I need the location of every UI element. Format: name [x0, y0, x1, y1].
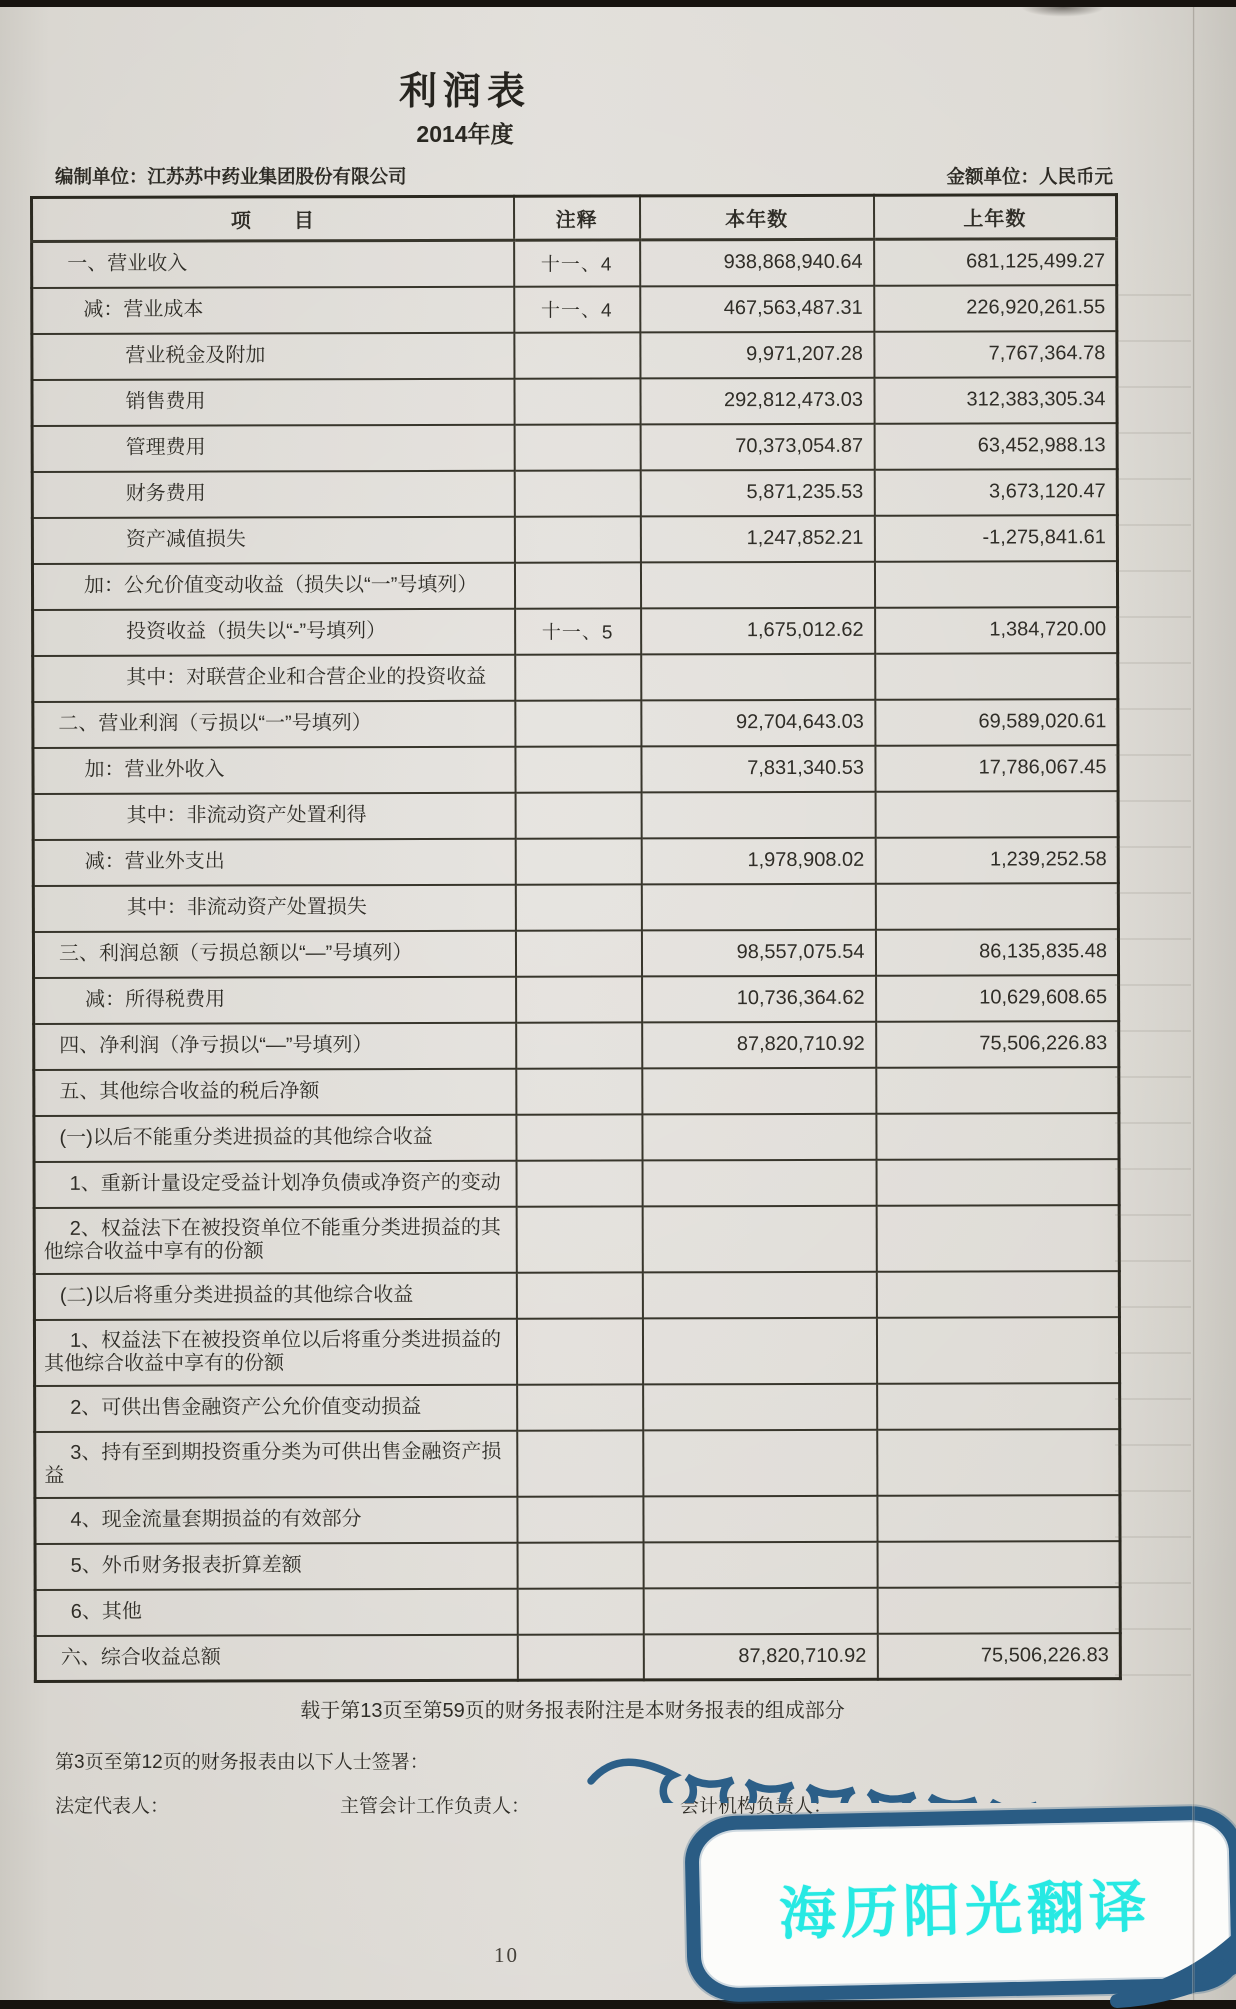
note-cell: 十一、5	[515, 608, 641, 654]
item-cell: 加：营业外收入	[33, 746, 515, 793]
item-cell: 减：营业成本	[32, 286, 514, 333]
current-year-cell	[643, 1587, 877, 1634]
current-year-cell: 10,736,364.62	[642, 975, 876, 1022]
current-year-cell: 938,868,940.64	[640, 239, 874, 286]
currency-unit	[946, 163, 1113, 189]
table-row	[33, 883, 1118, 932]
note-cell	[516, 1160, 642, 1206]
currency-label: 金额单位：	[946, 166, 1039, 187]
current-year-cell	[642, 1205, 876, 1272]
note-cell	[515, 930, 641, 976]
note-cell	[515, 838, 641, 884]
item-cell: 其中：非流动资产处置利得	[33, 792, 515, 839]
prior-year-cell	[877, 1495, 1120, 1542]
note-cell	[516, 976, 642, 1022]
prior-year-cell	[876, 1205, 1119, 1272]
note-cell	[516, 1272, 642, 1318]
table-row	[33, 745, 1118, 794]
item-cell: (二)以后将重分类进损益的其他综合收益	[34, 1272, 516, 1319]
prior-year-cell	[874, 561, 1117, 608]
item-cell: 其中：对联营企业和合营企业的投资收益	[33, 654, 515, 701]
table-row	[32, 331, 1117, 380]
table-row	[35, 1383, 1120, 1432]
prior-year-cell	[876, 1159, 1119, 1206]
note-cell	[517, 1634, 643, 1680]
current-year-cell: 1,247,852.21	[640, 515, 874, 562]
paper-crease	[1192, 7, 1195, 2000]
note-cell	[517, 1430, 643, 1496]
legal-representative-label: 法定代表人：	[55, 1796, 170, 1817]
prior-year-cell	[877, 1383, 1120, 1430]
item-cell: 1、权益法下在被投资单位以后将重分类进损益的其他综合收益中享有的份额	[34, 1318, 516, 1385]
header-note: 注释	[514, 196, 640, 240]
note-cell	[514, 332, 640, 378]
note-cell	[516, 1022, 642, 1068]
note-cell	[515, 884, 641, 930]
watermark-bubble-tail-icon	[1055, 1929, 1236, 2009]
note-cell	[515, 700, 641, 746]
table-row	[34, 1271, 1119, 1320]
item-cell: 销售费用	[32, 378, 514, 425]
current-year-cell	[641, 653, 875, 700]
prior-year-cell: 7,767,364.78	[874, 331, 1117, 378]
item-cell: 资产减值损失	[32, 516, 514, 563]
chief-accountant-label: 主管会计工作负责人：	[340, 1796, 531, 1817]
item-cell: 6、其他	[35, 1588, 517, 1635]
current-year-cell	[643, 1429, 877, 1496]
prior-year-cell: 226,920,261.55	[874, 285, 1117, 332]
current-year-cell: 7,831,340.53	[641, 745, 875, 792]
table-row	[33, 837, 1118, 886]
current-year-cell	[642, 1271, 876, 1318]
item-cell: 六、综合收益总额	[35, 1634, 517, 1681]
item-cell: (一)以后不能重分类进损益的其他综合收益	[34, 1114, 516, 1161]
item-cell: 5、外币财务报表折算差额	[35, 1542, 517, 1589]
table-row	[32, 285, 1117, 334]
current-year-cell: 5,871,235.53	[640, 469, 874, 516]
prior-year-cell: 69,589,020.61	[875, 699, 1118, 746]
prepared-by	[30, 163, 407, 189]
note-cell	[514, 562, 640, 608]
current-year-cell	[641, 791, 875, 838]
prior-year-cell	[877, 1541, 1120, 1588]
table-row	[34, 1159, 1119, 1208]
prior-year-cell: -1,275,841.61	[874, 515, 1117, 562]
note-cell	[514, 424, 640, 470]
table-row	[32, 561, 1117, 610]
prior-year-cell: 312,383,305.34	[874, 377, 1117, 424]
item-cell: 管理费用	[32, 424, 514, 471]
item-cell: 投资收益（损失以“-”号填列）	[33, 608, 515, 655]
current-year-cell	[642, 1067, 876, 1114]
note-cell	[514, 378, 640, 424]
signature-intro-line: 第3页至第12页的财务报表由以下人士签署：	[55, 1752, 429, 1773]
current-year-cell	[640, 561, 874, 608]
item-cell: 三、利润总额（亏损总额以“—”号填列）	[33, 930, 515, 977]
prior-year-cell: 75,506,226.83	[876, 1021, 1119, 1068]
prior-year-cell: 681,125,499.27	[874, 239, 1117, 286]
prior-year-cell: 3,673,120.47	[874, 469, 1117, 516]
item-cell: 加：公允价值变动收益（损失以“一”号填列）	[32, 562, 514, 609]
current-year-cell: 9,971,207.28	[640, 331, 874, 378]
prior-year-cell	[876, 1113, 1119, 1160]
current-year-cell: 70,373,054.87	[640, 423, 874, 470]
prior-year-cell	[875, 883, 1118, 930]
table-row	[33, 791, 1118, 840]
prepared-by-label: 编制单位：	[55, 166, 148, 187]
current-year-cell: 467,563,487.31	[640, 285, 874, 332]
current-year-cell: 1,675,012.62	[641, 607, 875, 654]
current-year-cell: 292,812,473.03	[640, 377, 874, 424]
note-cell	[517, 1588, 643, 1634]
note-cell	[517, 1496, 643, 1542]
item-cell: 2、可供出售金融资产公允价值变动损益	[35, 1384, 517, 1431]
current-year-cell	[643, 1541, 877, 1588]
current-year-cell: 1,978,908.02	[641, 837, 875, 884]
note-cell: 十一、4	[514, 286, 640, 332]
note-cell	[517, 1542, 643, 1588]
scanned-page	[0, 7, 1236, 2000]
table-row	[34, 1021, 1119, 1070]
document-header	[0, 7, 1236, 189]
prior-year-cell	[876, 1067, 1119, 1114]
table-row	[34, 975, 1119, 1024]
accounting-dept-label: 会计机构负责人：	[680, 1796, 833, 1817]
current-year-cell	[641, 883, 875, 930]
prior-year-cell: 1,384,720.00	[875, 607, 1118, 654]
table-row	[34, 1113, 1119, 1162]
bleed-through-lines	[1115, 250, 1191, 1690]
income-statement-table	[30, 193, 1122, 1683]
item-cell: 3、持有至到期投资重分类为可供出售金融资产损益	[35, 1430, 517, 1497]
item-cell: 1、重新计量设定受益计划净负债或净资产的变动	[34, 1160, 516, 1207]
meta-row	[30, 163, 1113, 189]
prior-year-cell: 17,786,067.45	[875, 745, 1118, 792]
item-cell: 二、营业利润（亏损以“一”号填列）	[33, 700, 515, 747]
currency-value: 人民币元	[1038, 166, 1113, 187]
current-year-cell	[642, 1317, 876, 1384]
table-row	[32, 239, 1117, 288]
header-current-year: 本年数	[640, 195, 874, 240]
table-row	[34, 1067, 1119, 1116]
note-cell: 十一、4	[514, 240, 640, 286]
hand-drawn-squiggle-icon	[585, 1729, 1236, 1803]
prior-year-cell: 86,135,835.48	[875, 929, 1118, 976]
current-year-cell	[643, 1495, 877, 1542]
note-cell	[515, 746, 641, 792]
prior-year-cell	[877, 1429, 1120, 1496]
table-row	[35, 1633, 1120, 1682]
current-year-cell	[643, 1383, 877, 1430]
prior-year-cell	[876, 1317, 1119, 1384]
table-row	[34, 1205, 1119, 1274]
note-cell	[516, 1318, 642, 1384]
page-title: 利润表	[398, 71, 531, 113]
note-cell	[516, 1114, 642, 1160]
note-cell	[515, 654, 641, 700]
prior-year-cell: 63,452,988.13	[874, 423, 1117, 470]
current-year-cell: 87,820,710.92	[643, 1633, 877, 1680]
note-cell	[514, 470, 640, 516]
prior-year-cell	[875, 653, 1118, 700]
table-row	[32, 423, 1117, 472]
header-item: 项 目	[32, 196, 514, 241]
note-cell	[514, 516, 640, 562]
note-cell	[516, 1068, 642, 1114]
current-year-cell: 98,557,075.54	[641, 929, 875, 976]
table-row	[35, 1541, 1120, 1590]
table-row	[35, 1495, 1120, 1544]
prepared-by-value: 江苏苏中药业集团股份有限公司	[147, 166, 407, 187]
table-row	[34, 1317, 1119, 1386]
prior-year-cell	[876, 1271, 1119, 1318]
item-cell: 营业税金及附加	[32, 332, 514, 379]
watermark-text: 海历阳光翻译	[778, 1875, 1152, 1947]
notes-reference-line: 载于第13页至第59页的财务报表附注是本财务报表的组成部分	[300, 1700, 845, 1722]
item-cell: 其中：非流动资产处置损失	[33, 884, 515, 931]
current-year-cell	[642, 1113, 876, 1160]
item-cell: 4、现金流量套期损益的有效部分	[35, 1496, 517, 1543]
table-row	[35, 1429, 1120, 1498]
page-number: 10	[494, 1943, 519, 1967]
prior-year-cell: 10,629,608.65	[876, 975, 1119, 1022]
item-cell: 一、营业收入	[32, 240, 514, 287]
fiscal-period: 2014年度	[416, 121, 514, 147]
header-prior-year: 上年数	[874, 195, 1117, 240]
table-row	[33, 653, 1118, 702]
item-cell: 五、其他综合收益的税后净额	[34, 1068, 516, 1115]
table-row	[33, 607, 1118, 656]
current-year-cell: 87,820,710.92	[642, 1021, 876, 1068]
item-cell: 减：营业外支出	[33, 838, 515, 885]
table-header-row	[32, 195, 1117, 242]
current-year-cell	[642, 1159, 876, 1206]
item-cell: 财务费用	[32, 470, 514, 517]
item-cell: 2、权益法下在被投资单位不能重分类进损益的其他综合收益中享有的份额	[34, 1206, 516, 1273]
note-cell	[515, 792, 641, 838]
prior-year-cell	[875, 791, 1118, 838]
note-cell	[517, 1384, 643, 1430]
prior-year-cell: 75,506,226.83	[877, 1633, 1120, 1680]
table-row	[35, 1587, 1120, 1636]
item-cell: 减：所得税费用	[34, 976, 516, 1023]
note-cell	[516, 1206, 642, 1272]
table-row	[33, 699, 1118, 748]
table-row	[32, 469, 1117, 518]
prior-year-cell: 1,239,252.58	[875, 837, 1118, 884]
prior-year-cell	[877, 1587, 1120, 1634]
item-cell: 四、净利润（净亏损以“—”号填列）	[34, 1022, 516, 1069]
table-row	[32, 377, 1117, 426]
current-year-cell: 92,704,643.03	[641, 699, 875, 746]
table-row	[32, 515, 1117, 564]
table-row	[33, 929, 1118, 978]
